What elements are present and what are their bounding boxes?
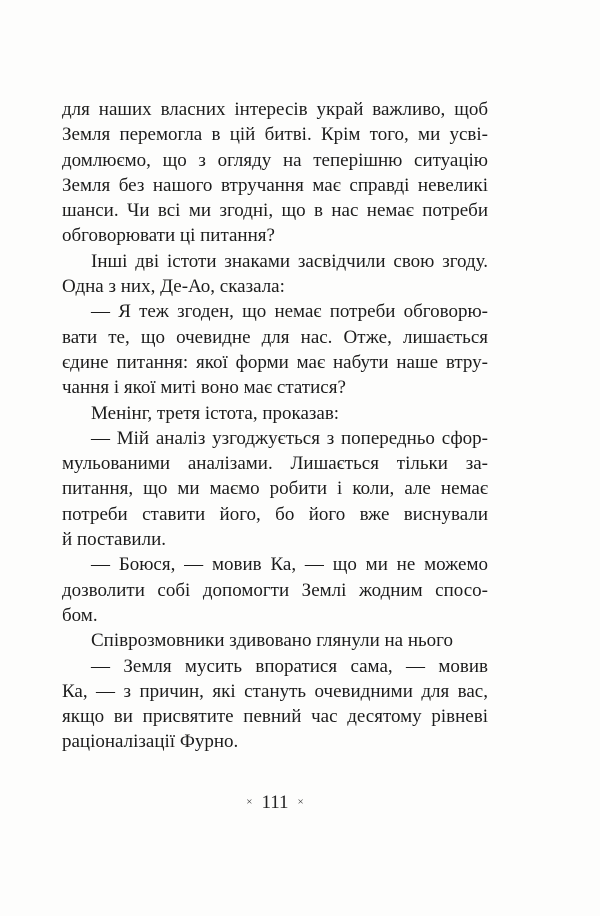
text-line: Співрозмовники здивовано глянули на нього — [91, 630, 454, 652]
text-line: вати те, що очевидне для нас. Отже, лишається — [62, 326, 488, 348]
text-line: Одна з них, Де-Ао, сказала: — [62, 276, 285, 298]
text-line: Земля перемогла в цій битві. Крім того, ми усві- — [62, 124, 488, 146]
text-line: для наших власних інтересів украй важливо, щоб — [62, 99, 488, 120]
folio-ornament-right: × — [297, 796, 304, 808]
text-line: — Земля мусить впоратися сама, — мовив — [91, 655, 488, 677]
text-line: Земля без нашого втручання має справді невеликі — [62, 174, 488, 196]
text-line: — Боюся, — мовив Ка, — що ми не можемо — [91, 554, 488, 576]
text-line: обговорювати ці питання? — [62, 225, 275, 247]
text-line: Ка, — з причин, які стануть очевидними для вас, — [62, 680, 488, 702]
paragraph — [62, 654, 488, 755]
text-line: єдине питання: якої форми має набути наше втру- — [62, 351, 488, 373]
page-text — [62, 97, 488, 755]
text-line: раціоналізації Фурно. — [62, 731, 239, 753]
paragraph — [62, 628, 488, 653]
text-line: шанси. Чи всі ми згодні, що в нас немає потреби — [62, 200, 488, 222]
text-line: бом. — [62, 604, 98, 626]
text-line: мульованими аналізами. Лишається тільки за- — [62, 453, 488, 475]
text-line: домлюємо, що з огляду на теперішню ситуацію — [62, 149, 488, 171]
text-line: якщо ви присвятите певний час десятому рівневі — [62, 706, 488, 728]
text-line: Інші дві істоти знаками засвідчили свою згоду. — [91, 250, 488, 272]
paragraph — [62, 426, 488, 552]
text-line: чання і якої миті воно має статися? — [62, 377, 346, 399]
text-line: дозволити собі допомогти Землі жодним спосо- — [62, 579, 488, 601]
paragraph — [62, 552, 488, 628]
folio — [62, 790, 488, 818]
text-line: й поставили. — [62, 529, 166, 551]
text-line: питання, що ми маємо робити і коли, але немає — [62, 478, 488, 500]
text-line: — Я теж згоден, що немає потреби обговорю- — [91, 301, 488, 323]
folio-ornament-left: × — [246, 796, 253, 808]
paragraph — [62, 401, 488, 426]
text-line: — Мій аналіз узгоджується з попередньо сфор- — [91, 427, 488, 449]
text-line: потреби ставити його, бо його вже виснували — [62, 503, 488, 525]
paragraph — [62, 97, 488, 249]
text-line: Менінг, третя істота, проказав: — [91, 402, 340, 424]
paragraph — [62, 299, 488, 400]
page-number: 111 — [261, 792, 289, 813]
paragraph — [62, 249, 488, 300]
